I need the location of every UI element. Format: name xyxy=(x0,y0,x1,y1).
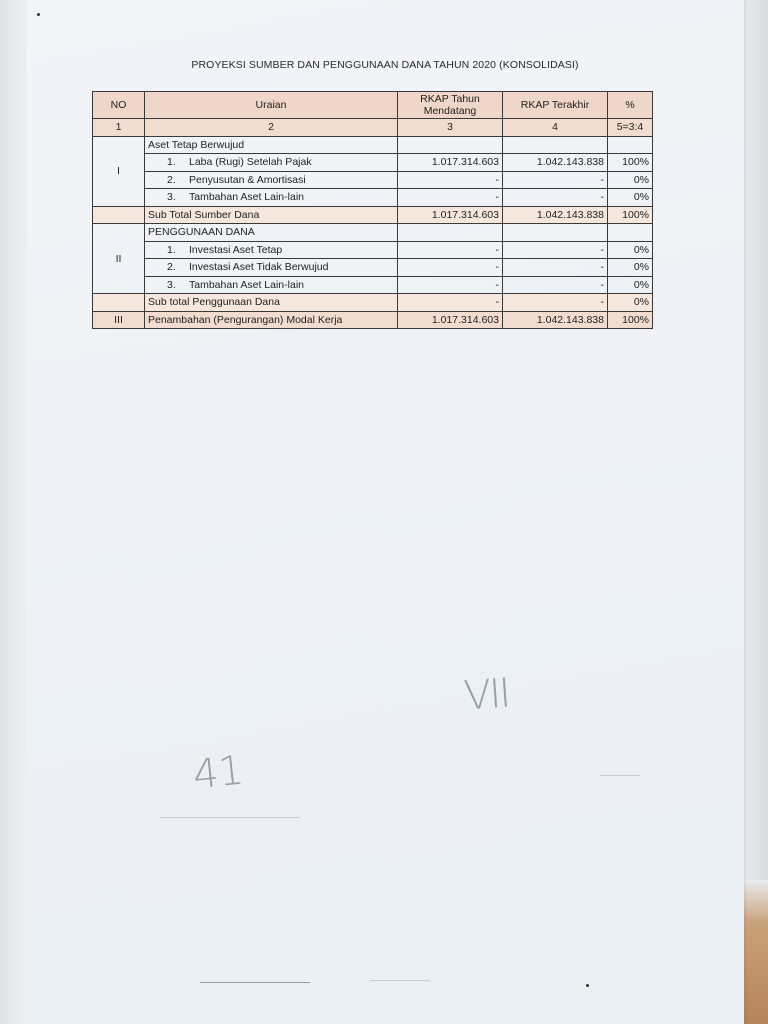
value-rkap-terakhir: - xyxy=(503,259,608,277)
empty-cell xyxy=(398,136,503,154)
row-number: 1. xyxy=(167,156,176,169)
header-rkap-terakhir: RKAP Terakhir xyxy=(503,92,608,119)
value-rkap-terakhir: - xyxy=(503,189,608,207)
row-text: Laba (Rugi) Setelah Pajak xyxy=(189,156,312,169)
empty-cell xyxy=(608,136,653,154)
value-rkap-terakhir: 1.042.143.838 xyxy=(503,311,608,329)
empty-cell xyxy=(503,136,608,154)
handwritten-roman-numeral: VII xyxy=(462,670,511,720)
empty-cell xyxy=(93,294,145,312)
index-row xyxy=(93,119,653,137)
row-number: 2. xyxy=(167,261,176,274)
row-number: 1. xyxy=(167,243,176,256)
row-text: Investasi Aset Tetap xyxy=(189,243,283,256)
subtotal-rkap-terakhir: - xyxy=(503,294,608,312)
table-row xyxy=(93,259,653,277)
row-number: 3. xyxy=(167,278,176,291)
row-text: Tambahan Aset Lain-lain xyxy=(189,278,304,291)
section-heading: PENGGUNAAN DANA xyxy=(145,224,398,242)
empty-cell xyxy=(398,224,503,242)
row-label xyxy=(145,189,398,207)
index-cell: 2 xyxy=(145,119,398,137)
desk-surface xyxy=(742,880,768,1024)
subtotal-label: Sub Total Sumber Dana xyxy=(145,206,398,224)
section-number: II xyxy=(93,224,145,294)
empty-cell xyxy=(503,224,608,242)
row-number: 2. xyxy=(167,173,176,186)
table-header-row xyxy=(93,92,653,119)
value-percent: 0% xyxy=(608,259,653,277)
value-percent: 100% xyxy=(608,154,653,172)
scan-edge-left xyxy=(0,0,26,1024)
header-percent: % xyxy=(608,92,653,119)
value-rkap-mendatang: - xyxy=(398,171,503,189)
header-uraian: Uraian xyxy=(145,92,398,119)
row-label xyxy=(145,171,398,189)
row-text: Investasi Aset Tidak Berwujud xyxy=(189,261,329,274)
value-percent: 100% xyxy=(608,311,653,329)
scan-speck xyxy=(586,984,589,987)
scan-speck xyxy=(37,13,40,16)
table-row xyxy=(93,171,653,189)
scan-edge-right xyxy=(742,0,768,1024)
subtotal-rkap-mendatang: 1.017.314.603 xyxy=(398,206,503,224)
index-cell: 1 xyxy=(93,119,145,137)
table-row xyxy=(93,154,653,172)
value-percent: 0% xyxy=(608,189,653,207)
value-rkap-terakhir: - xyxy=(503,171,608,189)
subtotal-rkap-mendatang: - xyxy=(398,294,503,312)
pencil-smudge xyxy=(200,982,310,983)
section-heading-row xyxy=(93,224,653,242)
value-rkap-mendatang: 1.017.314.603 xyxy=(398,154,503,172)
row-label xyxy=(145,276,398,294)
subtotal-row xyxy=(93,206,653,224)
section-number: I xyxy=(93,136,145,206)
value-rkap-mendatang: - xyxy=(398,276,503,294)
section-heading-row xyxy=(93,136,653,154)
pencil-smudge xyxy=(600,775,640,776)
subtotal-percent: 100% xyxy=(608,206,653,224)
table-row xyxy=(93,241,653,259)
subtotal-percent: 0% xyxy=(608,294,653,312)
value-rkap-mendatang: - xyxy=(398,189,503,207)
index-cell: 4 xyxy=(503,119,608,137)
row-number: 3. xyxy=(167,191,176,204)
row-label: Penambahan (Pengurangan) Modal Kerja xyxy=(145,311,398,329)
section-heading: Aset Tetap Berwujud xyxy=(145,136,398,154)
row-text: Tambahan Aset Lain-lain xyxy=(189,191,304,204)
index-cell: 5=3:4 xyxy=(608,119,653,137)
empty-cell xyxy=(608,224,653,242)
index-cell: 3 xyxy=(398,119,503,137)
value-rkap-terakhir: - xyxy=(503,276,608,294)
subtotal-label: Sub total Penggunaan Dana xyxy=(145,294,398,312)
row-label xyxy=(145,154,398,172)
pencil-smudge xyxy=(160,817,300,818)
row-text: Penyusutan & Amortisasi xyxy=(189,173,306,186)
handwritten-page-number: 41 xyxy=(190,747,247,799)
value-rkap-terakhir: - xyxy=(503,241,608,259)
funding-table xyxy=(92,91,653,329)
row-label xyxy=(145,241,398,259)
value-percent: 0% xyxy=(608,276,653,294)
section-number: III xyxy=(93,311,145,329)
table-row xyxy=(93,189,653,207)
empty-cell xyxy=(93,206,145,224)
header-rkap-mendatang: RKAP Tahun Mendatang xyxy=(398,92,503,119)
value-rkap-mendatang: - xyxy=(398,241,503,259)
working-capital-row xyxy=(93,311,653,329)
value-rkap-mendatang: - xyxy=(398,259,503,277)
table-row xyxy=(93,276,653,294)
value-percent: 0% xyxy=(608,171,653,189)
value-percent: 0% xyxy=(608,241,653,259)
row-label xyxy=(145,259,398,277)
header-no: NO xyxy=(93,92,145,119)
pencil-smudge xyxy=(370,980,430,981)
value-rkap-mendatang: 1.017.314.603 xyxy=(398,311,503,329)
subtotal-row xyxy=(93,294,653,312)
subtotal-rkap-terakhir: 1.042.143.838 xyxy=(503,206,608,224)
document-title: PROYEKSI SUMBER DAN PENGGUNAAN DANA TAHUN 2020 (KONSOLIDASI) xyxy=(191,59,579,71)
value-rkap-terakhir: 1.042.143.838 xyxy=(503,154,608,172)
